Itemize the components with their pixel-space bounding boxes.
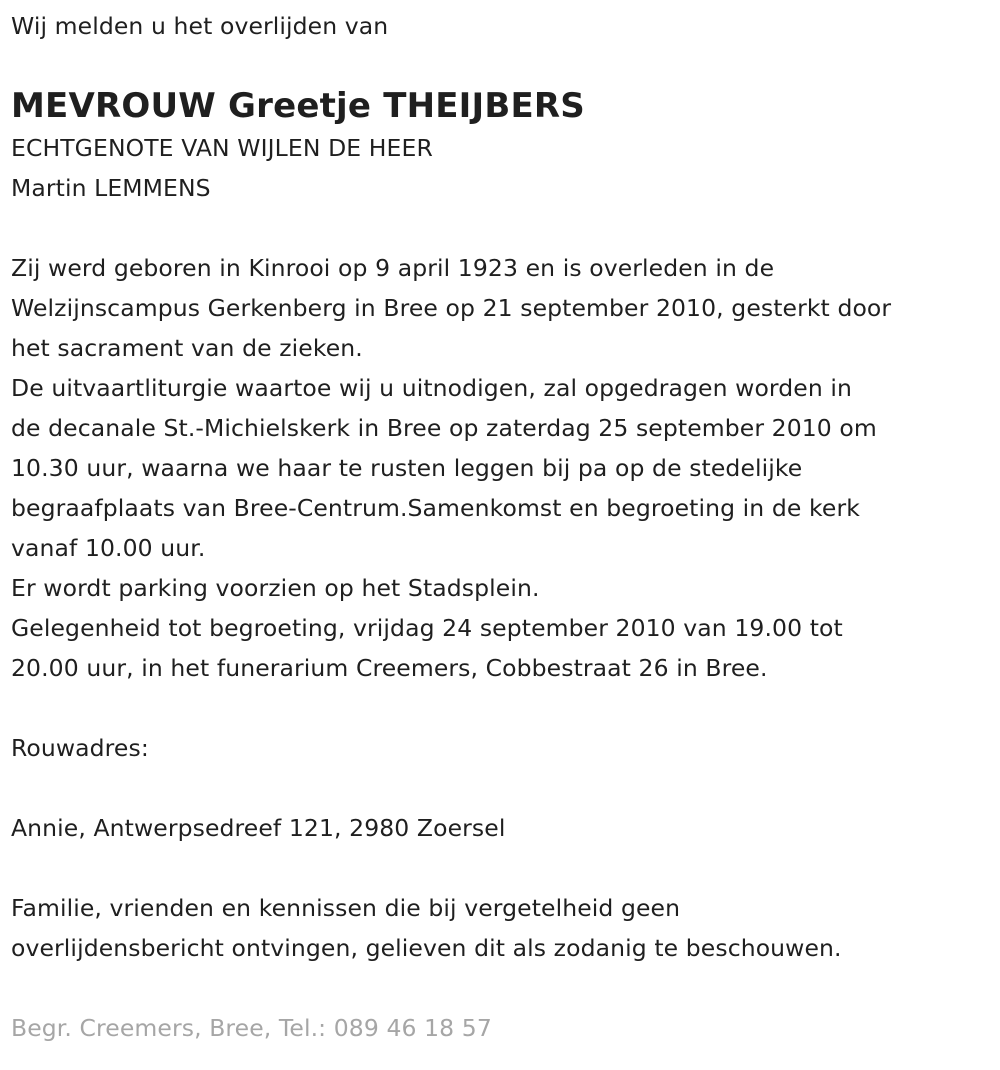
body-line: Zij werd geboren in Kinrooi op 9 april 1923 en is overleden in de [11, 254, 775, 282]
body-line: 20.00 uur, in het funerarium Creemers, Cobbestraat 26 in Bree. [11, 654, 768, 682]
body-line: begraafplaats van Bree-Centrum.Samenkomst en begroeting in de kerk [11, 494, 860, 522]
spacer [11, 968, 990, 1008]
body-line: vanaf 10.00 uur. [11, 534, 206, 562]
notice-paragraph [11, 888, 990, 968]
notice-line: Familie, vrienden en kennissen die bij vergetelheid geen [11, 894, 681, 922]
relation-text: ECHTGENOTE VAN WIJLEN DE HEER [11, 134, 433, 162]
spouse-name: Martin LEMMENS [11, 174, 211, 202]
notice-line: overlijdensbericht ontvingen, gelieven dit als zodanig te beschouwen. [11, 934, 842, 962]
deceased-name: MEVROUW Greetje THEIJBERS [11, 86, 585, 126]
funeral-director-footer: Begr. Creemers, Bree, Tel.: 089 46 18 57 [11, 1014, 492, 1042]
spacer [11, 768, 990, 808]
mourning-address-label: Rouwadres: [11, 734, 149, 762]
body-line: de decanale St.-Michielskerk in Bree op zaterdag 25 september 2010 om [11, 414, 877, 442]
mourning-address: Annie, Antwerpsedreef 121, 2980 Zoersel [11, 814, 506, 842]
spacer [11, 688, 990, 728]
body-line: 10.30 uur, waarna we haar te rusten leggen bij pa op de stedelijke [11, 454, 803, 482]
body-paragraph [11, 248, 990, 688]
body-line: het sacrament van de zieken. [11, 334, 363, 362]
body-line: Gelegenheid tot begroeting, vrijdag 24 september 2010 van 19.00 tot [11, 614, 843, 642]
body-line: De uitvaartliturgie waartoe wij u uitnodigen, zal opgedragen worden in [11, 374, 853, 402]
intro-text: Wij melden u het overlijden van [11, 12, 389, 40]
body-line: Welzijnscampus Gerkenberg in Bree op 21 september 2010, gesterkt door [11, 294, 892, 322]
spacer [11, 848, 990, 888]
body-line: Er wordt parking voorzien op het Stadsplein. [11, 574, 540, 602]
spacer [11, 208, 990, 248]
